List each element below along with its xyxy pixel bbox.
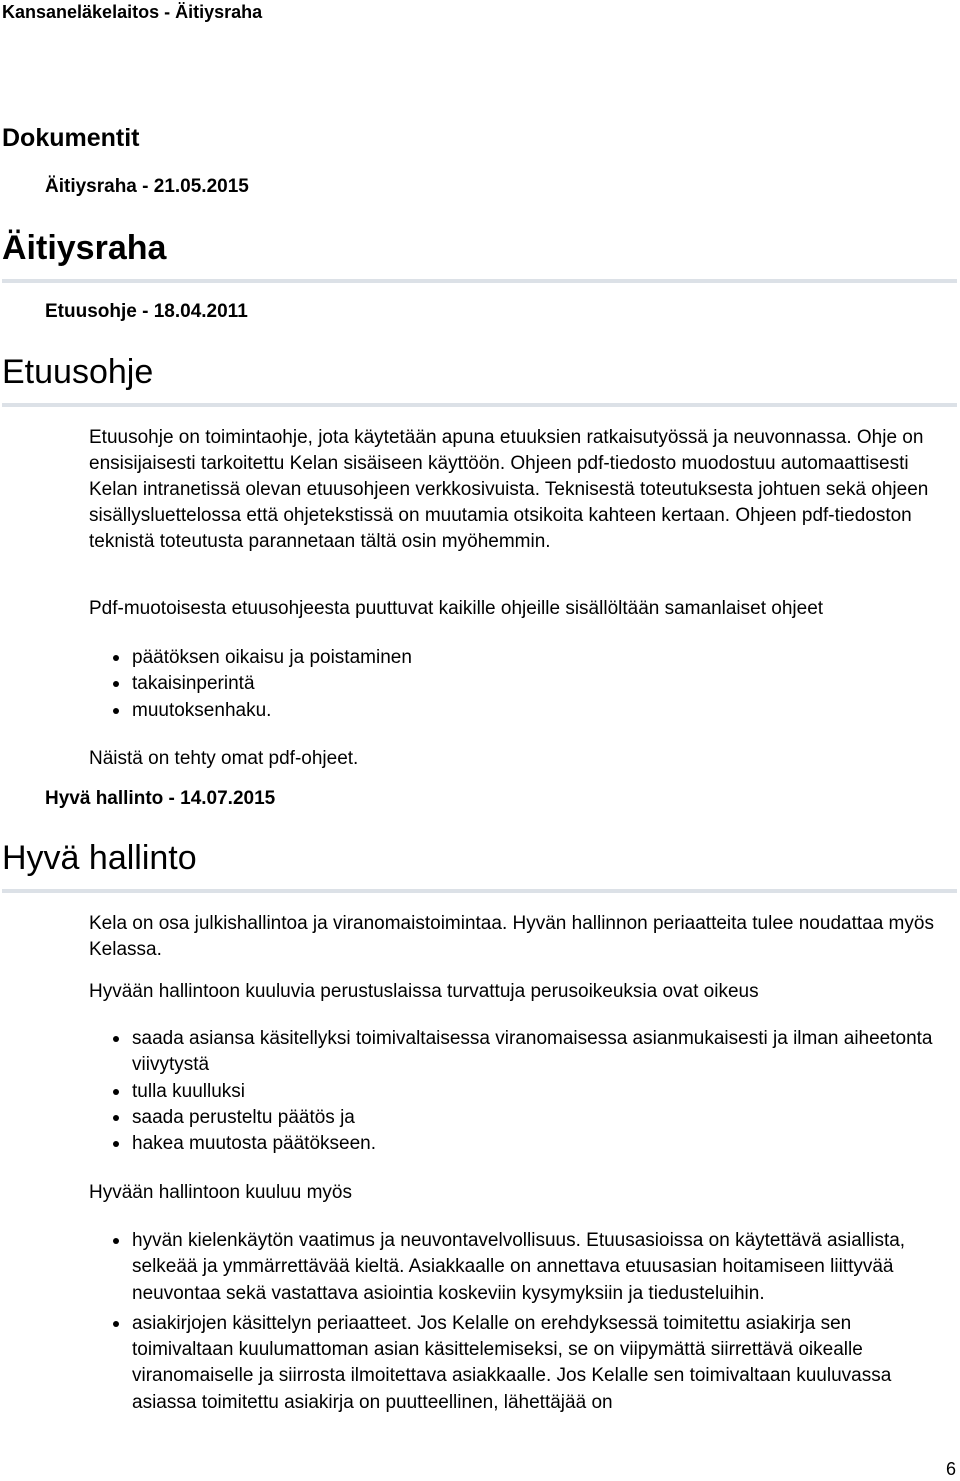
list-item <box>89 1079 955 1105</box>
list-item-text: muutoksenhaku. <box>132 699 272 721</box>
section-title-aitiysraha: Äitiysraha <box>2 228 957 283</box>
list-item <box>89 1026 955 1079</box>
section-subheading-etuusohje: Etuusohje - 18.04.2011 <box>45 301 248 322</box>
bullet-icon <box>113 708 119 714</box>
list-item-text: asiakirjojen käsittelyn periaatteet. Jos Kelalle on erehdyksessä toimitettu asiakirja sen toimivaltaan kuulumattoman asian käsittelemiseksi, se on viipymättä siirrettävä oikealle viranomaiselle ja siirrosta ilmoitettava asiakkaalle. Jos Kelalle sen toimivaltaan kuuluvassa asiassa toimitettu asiakirja on puutteellinen, lähettäjää on <box>132 1312 892 1413</box>
etuusohje-bullet-list <box>89 645 955 724</box>
list-item-text: saada asiansa käsitellyksi toimivaltaisessa viranomaisessa asianmukaisesti ja ilman aiheetonta viivytystä <box>132 1028 933 1076</box>
hyva-hallinto-also-paragraph: Hyvään hallintoon kuuluu myös <box>89 1182 352 1203</box>
list-item-text: takaisinperintä <box>132 673 255 695</box>
list-item-text: päätöksen oikaisu ja poistaminen <box>132 647 412 668</box>
list-item <box>89 1131 955 1157</box>
list-item-text: hyvän kielenkäytön vaatimus ja neuvontavelvollisuus. Etuusasioissa on käytettävä asiallista, selkeää ja ymmärrettävää kieltä. Asiakkaalle on annettava etuusasian hoitamiseen liittyvää neuvontaa sekä vastattava asiointia koskeviin kysymyksiin ja tiedusteluihin. <box>132 1230 906 1304</box>
list-item <box>89 698 955 724</box>
documents-title: Dokumentit <box>2 124 140 152</box>
hyva-hallinto-also-list <box>89 1228 955 1416</box>
bullet-icon <box>113 1089 119 1095</box>
list-item <box>89 1311 955 1416</box>
bullet-icon <box>113 1036 119 1042</box>
bullet-icon <box>113 681 119 687</box>
section-title-etuusohje: Etuusohje <box>2 352 957 407</box>
list-item-text: saada perusteltu päätös ja <box>132 1106 355 1128</box>
list-item-text: tulla kuulluksi <box>132 1080 245 1102</box>
hyva-hallinto-intro-paragraph: Kela on osa julkishallintoa ja viranomaistoimintaa. Hyvän hallinnon periaatteita tulee noudattaa myös Kelassa. <box>89 913 934 960</box>
list-item <box>89 671 955 697</box>
list-item-text: hakea muutosta päätökseen. <box>132 1133 377 1155</box>
bullet-icon <box>113 1321 119 1327</box>
list-item <box>89 1105 955 1131</box>
section-title-hyva-hallinto: Hyvä hallinto <box>2 838 957 893</box>
section-subheading-hyva-hallinto: Hyvä hallinto - 14.07.2015 <box>45 788 276 809</box>
bullet-icon <box>113 1115 119 1121</box>
section-subheading-aitiysraha: Äitiysraha - 21.05.2015 <box>45 176 249 197</box>
page-number: 6 <box>945 1459 956 1479</box>
list-item <box>89 1228 955 1307</box>
bullet-icon <box>113 655 119 661</box>
hyva-hallinto-rights-paragraph: Hyvään hallintoon kuuluvia perustuslaissa turvattuja perusoikeuksia ovat oikeus <box>89 981 759 1002</box>
etuusohje-missing-paragraph: Pdf-muotoisesta etuusohjeesta puuttuvat kaikille ohjeille sisällöltään samanlaiset ohjeet <box>89 598 824 619</box>
bullet-icon <box>113 1238 119 1244</box>
hyva-hallinto-rights-list <box>89 1026 955 1157</box>
bullet-icon <box>113 1141 119 1147</box>
list-item <box>89 645 955 671</box>
etuusohje-note-paragraph: Näistä on tehty omat pdf-ohjeet. <box>89 748 359 769</box>
etuusohje-intro-paragraph: Etuusohje on toimintaohje, jota käytetään apuna etuuksien ratkaisutyössä ja neuvonnassa. Ohje on ensisijaisesti tarkoitettu Kelan sisäiseen käyttöön. Ohjeen pdf-tiedosto muodostuu automaattisesti Kelan intranetissä olevan etuusohjeen verkkosivuista. Teknisestä toteutuksesta johtuen sekä ohjeen sisällysluettelossa että ohjetekstissä on muutamia otsikoita kahteen kertaan. Ohjeen pdf-tiedoston teknistä toteutusta parannetaan tältä osin myöhemmin. <box>89 427 929 552</box>
page-header: Kansaneläkelaitos - Äitiysraha <box>2 2 263 22</box>
